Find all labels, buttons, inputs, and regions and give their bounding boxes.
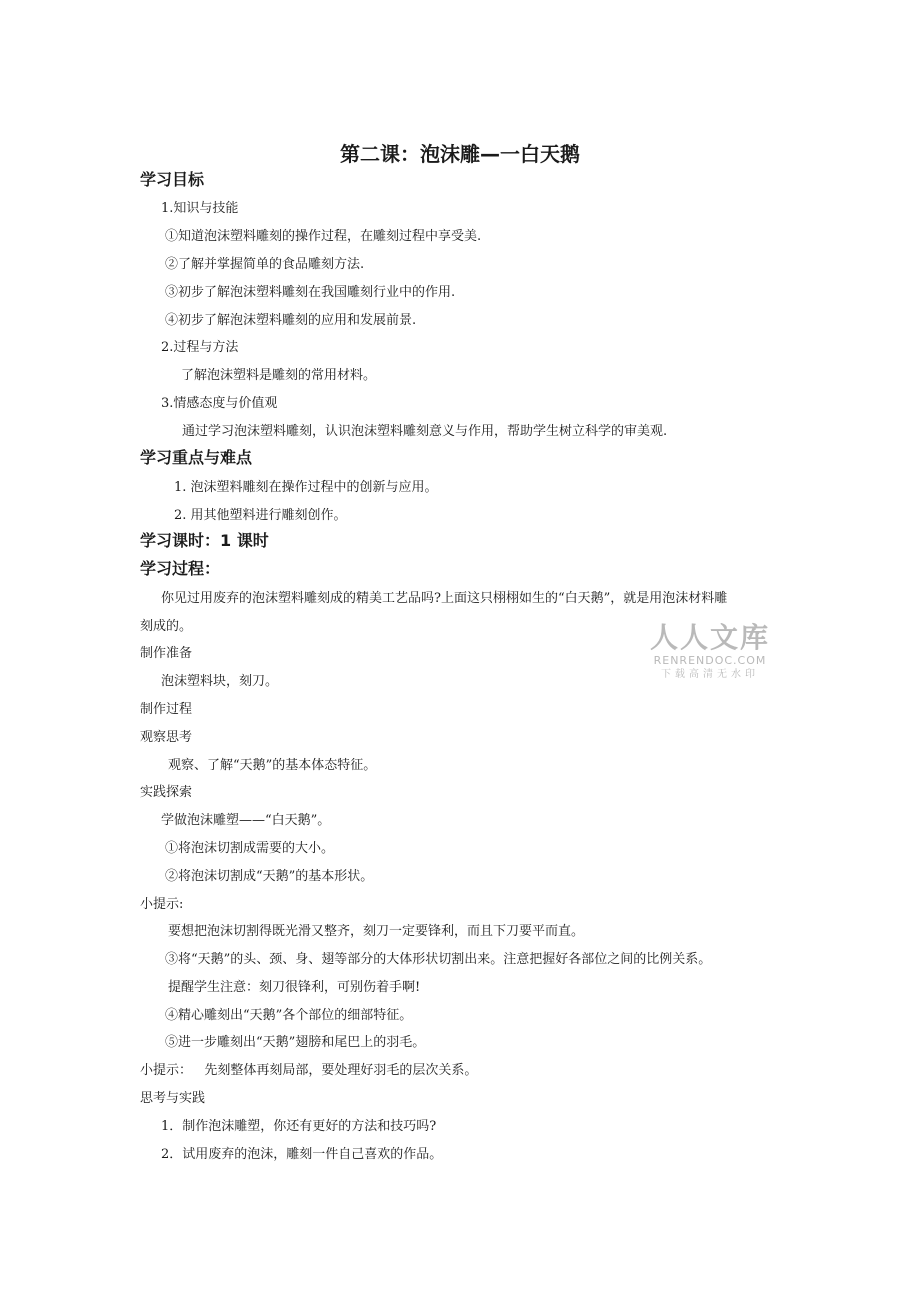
observe-text: 观察、了解“天鹅”的基本体态特征。 xyxy=(168,758,377,773)
goal-1-item: ①知道泡沫塑料雕刻的操作过程，在雕刻过程中享受美. xyxy=(165,229,482,244)
practice-intro: 学做泡沫雕塑——“白天鹅”。 xyxy=(161,813,331,828)
prep-text: 泡沫塑料块，刻刀。 xyxy=(161,674,279,689)
key-point-item: 1. 泡沫塑料雕刻在操作过程中的创新与应用。 xyxy=(174,480,438,495)
think-heading: 思考与实践 xyxy=(140,1091,206,1106)
tip-1-line: ③将“天鹅”的头、颈、身、翅等部分的大体形状切割出来。注意把握好各部位之间的比例关系。 xyxy=(165,952,712,967)
page-title: 第二课：泡沫雕—一白天鹅 xyxy=(340,142,580,166)
think-item: 1．制作泡沫雕塑，你还有更好的方法和技巧吗? xyxy=(161,1119,437,1134)
tip-2: 小提示： 先刻整体再刻局部，要处理好羽毛的层次关系。 xyxy=(140,1063,478,1078)
prep-heading: 制作准备 xyxy=(140,646,193,661)
goal-3-heading: 3.情感态度与价值观 xyxy=(161,396,278,411)
goal-1-item: ②了解并掌握简单的食品雕刻方法. xyxy=(165,257,365,272)
making-heading: 制作过程 xyxy=(140,702,193,717)
observe-heading: 观察思考 xyxy=(140,730,193,745)
tip-1-line: 提醒学生注意：刻刀很锋利，可别伤着手啊! xyxy=(168,980,421,995)
think-item: 2．试用废弃的泡沫，雕刻一件自己喜欢的作品。 xyxy=(161,1147,443,1162)
practice-heading: 实践探索 xyxy=(140,785,193,800)
goal-1-item: ④初步了解泡沫塑料雕刻的应用和发展前景. xyxy=(165,313,417,328)
intro-line-2: 刻成的。 xyxy=(140,619,193,634)
watermark-url: RENRENDOC.COM xyxy=(653,654,767,667)
watermark-tagline: 下载高清无水印 xyxy=(661,669,759,680)
watermark xyxy=(645,622,775,682)
goal-1-heading: 1.知识与技能 xyxy=(161,201,239,216)
goal-1-item: ③初步了解泡沫塑料雕刻在我国雕刻行业中的作用. xyxy=(165,285,456,300)
intro-line-1: 你见过用废弃的泡沫塑料雕刻成的精美工艺品吗?上面这只栩栩如生的“白天鹅”，就是用泡沫材料雕 xyxy=(161,591,728,606)
tip-1-line: 要想把泡沫切割得既光滑又整齐，刻刀一定要锋利，而且下刀要平而直。 xyxy=(168,924,585,939)
key-points-heading: 学习重点与难点 xyxy=(140,448,253,467)
goals-heading: 学习目标 xyxy=(140,170,205,189)
goal-2-heading: 2.过程与方法 xyxy=(161,340,239,355)
practice-step: ②将泡沫切割成“天鹅”的基本形状。 xyxy=(165,869,374,884)
hours-heading: 学习课时：1 课时 xyxy=(140,531,269,550)
process-heading: 学习过程： xyxy=(140,559,221,578)
practice-step: ①将泡沫切割成需要的大小。 xyxy=(165,841,335,856)
watermark-brand: 人人文库 xyxy=(649,621,770,654)
goal-2-text: 了解泡沫塑料是雕刻的常用材料。 xyxy=(181,368,377,383)
tip-1-line: ④精心雕刻出“天鹅”各个部位的细部特征。 xyxy=(165,1008,413,1023)
tip-1-line: ⑤进一步雕刻出“天鹅”翅膀和尾巴上的羽毛。 xyxy=(165,1035,426,1050)
goal-3-text: 通过学习泡沫塑料雕刻，认识泡沫塑料雕刻意义与作用，帮助学生树立科学的审美观. xyxy=(182,424,668,439)
tip-1-heading: 小提示: xyxy=(140,897,184,912)
key-point-item: 2. 用其他塑料进行雕刻创作。 xyxy=(174,508,347,523)
